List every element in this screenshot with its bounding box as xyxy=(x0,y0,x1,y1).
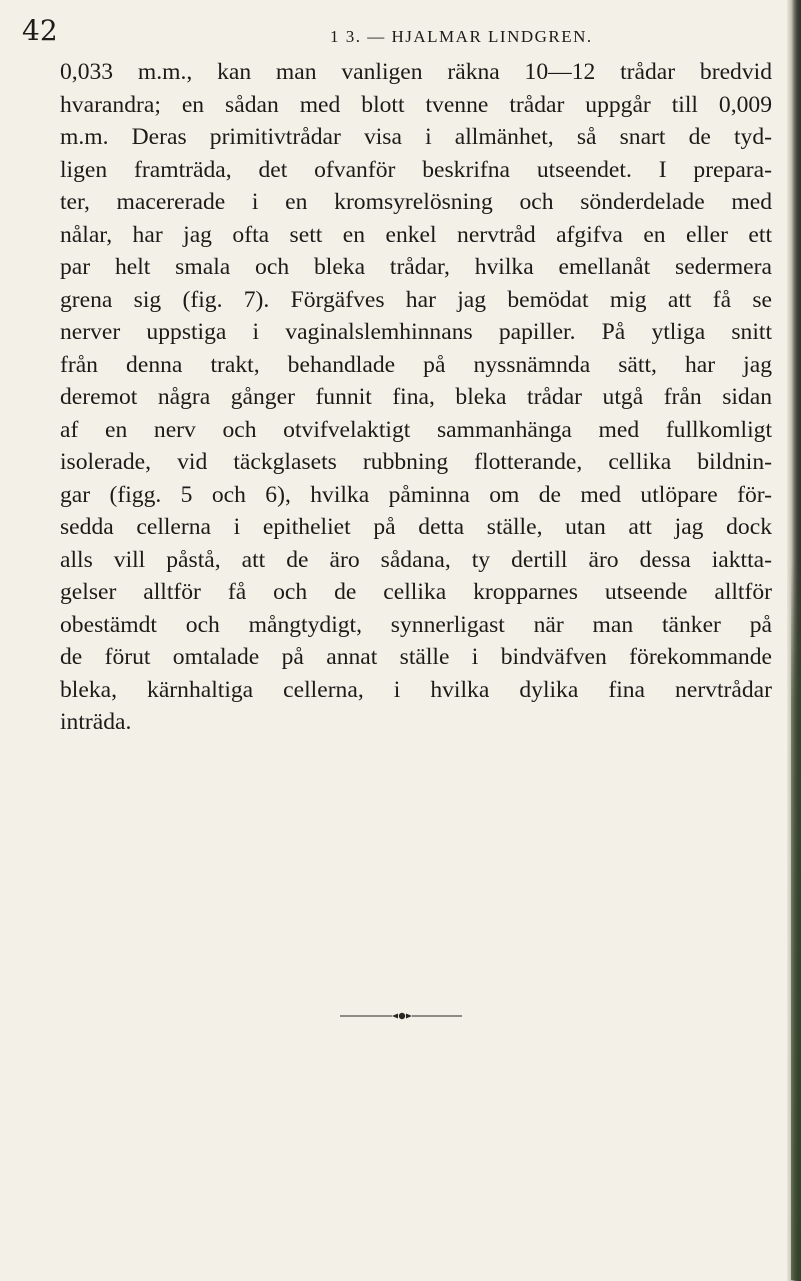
text-line: hvarandra; en sådan med blott tvenne trådar uppgår till 0,009 xyxy=(60,91,772,118)
text-line: gelser alltför få och de cellika kropparnes utseende alltför xyxy=(60,579,772,605)
text-line: 0,033 m.m., kan man vanligen räkna 10—12 trådar bredvid xyxy=(60,59,772,85)
text-line: gar (figg. 5 och 6), hvilka påminna om de med utlöpare för- xyxy=(60,481,772,508)
page-edge-tint xyxy=(791,560,801,1280)
body-text xyxy=(60,56,772,739)
text-line: deremot några gånger funnit fina, bleka trådar utgå från sidan xyxy=(60,384,772,410)
running-head: 1 3. — HJALMAR LINDGREN. xyxy=(330,27,593,46)
text-line: bleka, kärnhaltiga cellerna, i hvilka dylika fina nervtrådar xyxy=(60,676,772,703)
text-line: par helt smala och bleka trådar, hvilka emellanåt sedermera xyxy=(60,254,772,280)
text-line: ligen framträda, det ofvanför beskrifna utseendet. I prepara- xyxy=(60,156,772,183)
page-number: 42 xyxy=(22,14,58,47)
text-line: m.m. Deras primitivtrådar visa i allmänhet, så snart de tyd- xyxy=(60,124,772,150)
text-line: inträda. xyxy=(60,709,132,735)
text-line: alls vill påstå, att de äro sådana, ty dertill äro dessa iaktta- xyxy=(60,546,772,573)
text-line: af en nerv och otvifvelaktigt sammanhänga med fullkomligt xyxy=(60,416,772,443)
text-line: obestämdt och mångtydigt, synnerligast när man tänker på xyxy=(60,611,772,638)
text-line: isolerade, vid täckglasets rubbning flotterande, cellika bildnin- xyxy=(60,449,772,475)
section-divider-ornament xyxy=(340,1011,462,1021)
text-line: grena sig (fig. 7). Förgäfves har jag bemödat mig att få se xyxy=(60,286,772,313)
text-line: nålar, har jag ofta sett en enkel nervtråd afgifva en eller ett xyxy=(60,221,772,248)
text-line: ter, macererade i en kromsyrelösning och sönderdelade med xyxy=(60,189,772,215)
text-line: sedda cellerna i epitheliet på detta ställe, utan att jag dock xyxy=(60,514,772,540)
text-line: de förut omtalade på annat ställe i bindväfven förekommande xyxy=(60,644,772,670)
text-line: från denna trakt, behandlade på nyssnämnda sätt, har jag xyxy=(60,351,772,378)
text-line: nerver uppstiga i vaginalslemhinnans papiller. På ytliga snitt xyxy=(60,319,772,345)
